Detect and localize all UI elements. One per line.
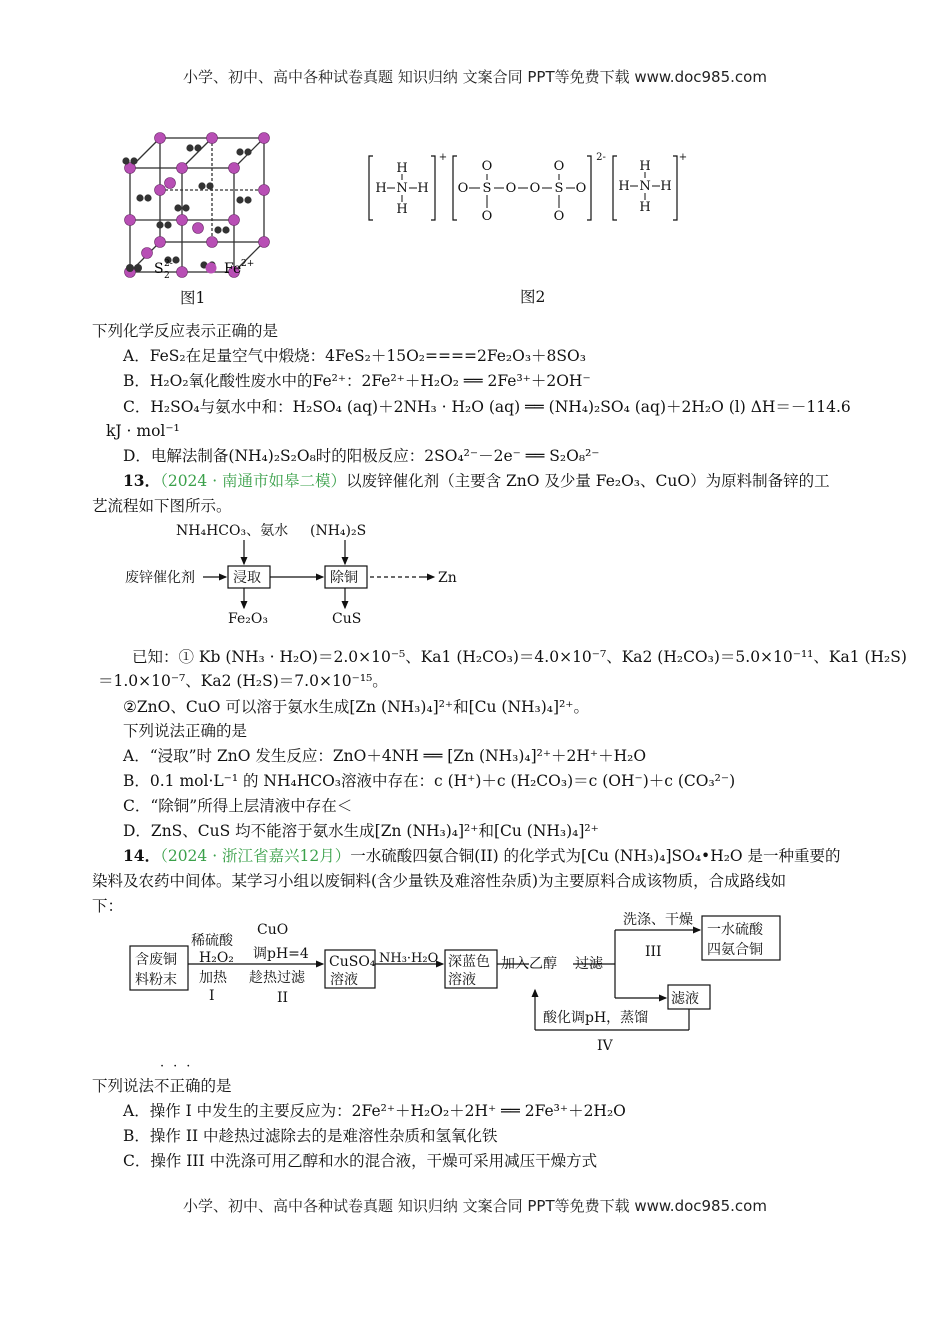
flow14-product-line1: 一水硫酸 [707,922,763,938]
flow13-step-1: 浸取 [233,570,261,586]
q14-number: 14． [123,846,161,865]
legend-fe-label: Fe [224,261,242,277]
flow14-step2-label: II [277,990,289,1006]
q12-option-d: D．电解法制备(NH₄)₂S₂O₈时的阳极反应：2SO₄²⁻－2e⁻ ══ S₂O₈²⁻ [123,447,600,465]
q14-stem-1 [123,845,841,867]
flow14-step1-h2o2: H₂O₂ [199,950,234,966]
nh4b-h-left: H [618,179,630,194]
q14-option-a: A．操作 I 中发生的主要反应为：2Fe²⁺＋H₂O₂＋2H⁺ ══ 2Fe³⁺＋2H₂O [123,1102,626,1120]
flow14-recycle: 酸化调pH，蒸馏 [543,1010,649,1026]
flow14-filtrate: 滤液 [671,991,699,1007]
flow13-start: 废锌催化剂 [125,570,195,586]
page-header: 小学、初中、高中各种试卷真题 知识归纳 文案合同 PPT等免费下载 www.doc985.com [183,68,767,86]
q13-source: （2024 · 南通市如皋二模） [160,472,347,490]
o-right-2: O [575,181,587,196]
o-top-2: O [553,159,565,174]
o-bottom-2: O [553,209,565,224]
q13-known-1: 已知：① Kb (NH₃ · H₂O)＝2.0×10⁻⁵、Ka1 (H₂CO₃)＝4.0×10⁻⁷、Ka2 (H₂CO₃)＝5.0×10⁻¹¹、Ka1 (H₂S) [132,648,907,666]
nh4-h-top: H [396,161,408,176]
q13-option-b: B．0.1 mol·L⁻¹ 的 NH₄HCO₃溶液中存在：c (H⁺)＋c (H₂CO₃)＝c (OH⁻)＋c (CO₃²⁻) [123,772,736,790]
flow14-step4-label: IV [597,1038,613,1054]
nh4-h-bottom: H [396,202,408,217]
nh4-charge: + [438,152,448,163]
s-1: S [482,181,492,196]
flow13-step-2: 除铜 [330,570,358,586]
page-footer: 小学、初中、高中各种试卷真题 知识归纳 文案合同 PPT等免费下载 www.doc985.com [183,1197,767,1215]
nh4-h-left: H [375,181,387,196]
flow13-input-2: (NH₄)₂S [310,523,367,539]
flow14-step1-heat: 加热 [199,970,227,986]
flow14-box1-line2: 料粉末 [135,972,177,988]
flow14-box1-line1: 含废铜 [135,952,177,968]
figure-2-caption: 图2 [520,288,546,306]
flow13-output-1: Fe₂O₃ [228,611,268,627]
q13-stem-3: 下列说法正确的是 [123,722,248,740]
q13-option-d: D．ZnS、CuS 均不能溶于氨水生成[Zn (NH₃)₄]²⁺和[Cu (NH₃)₄]²⁺ [123,822,599,840]
q14-stem-text: 一水硫酸四氨合铜(II) 的化学式为[Cu (NH₃)₄]SO₄•H₂O 是一种重要的 [350,847,841,865]
q14-stem-2: 染料及农药中间体。某学习小组以废铜料(含少量铁及难溶性杂质)为主要原料合成该物质，合成路线如 [92,872,787,890]
flow14-nh3: NH₃·H₂O [379,951,439,966]
flow14-filter: 过滤 [575,956,603,972]
nh4-h-right: H [417,181,429,196]
flow14-step1-label: I [209,988,215,1004]
flow13-input-1: NH₄HCO₃、氨水 [176,523,289,539]
flow14-wash: 洗涤、干燥 [623,912,693,928]
q13-flowchart [120,520,480,632]
nh4b-h-right: H [660,179,672,194]
o-bridge-2: O [529,181,541,196]
q12-option-c-unit: kJ · mol⁻¹ [106,422,180,440]
o-bridge-1: O [505,181,517,196]
q12-option-a: A．FeS₂在足量空气中煅烧：4FeS₂＋15O₂====2Fe₂O₃＋8SO₃ [123,347,586,365]
figure-1-legend [124,258,274,280]
nh4b-n: N [639,179,651,194]
flow14-box3-line2: 溶液 [448,972,476,988]
o-left-1: O [457,181,469,196]
flow14-step2-ph: 调pH=4 [253,946,309,962]
flow14-box2-line1: CuSO₄ [329,954,376,970]
flow14-product-line2: 四氨合铜 [707,942,763,958]
figure-2-structure [365,150,695,230]
flow13-output-2: CuS [332,611,362,627]
q13-number: 13． [123,471,161,490]
legend-s-label: S [154,261,164,277]
flow14-ethanol: 加入乙醇 [501,956,557,972]
q14-option-b: B．操作 II 中趁热过滤除去的是难溶性杂质和氢氧化铁 [123,1127,498,1145]
q13-option-c: C．“除铜”所得上层清液中存在＜ [123,797,353,815]
nh4-n: N [396,181,408,196]
q13-known-3: ②ZnO、CuO 可以溶于氨水生成[Zn (NH₃)₄]²⁺和[Cu (NH₃)₄]²⁺。 [123,698,589,716]
flow14-step3-label: III [645,944,662,960]
legend-s-sub: 2 [164,271,170,280]
q14-option-c: C．操作 III 中洗涤可用乙醇和水的混合液，干燥可采用减压干燥方式 [123,1152,598,1170]
q14-source: （2024 · 浙江省嘉兴12月） [160,847,351,865]
emphasis-dots: ··· [160,1059,200,1074]
flow14-step2-filter: 趁热过滤 [249,970,305,986]
nh4b-h-top: H [639,159,651,174]
legend-fe-sup: 2+ [241,259,255,269]
q13-option-a: A．“浸取”时 ZnO 发生反应：ZnO＋4NH ══ [Zn (NH₃)₄]²⁺＋2H⁺＋H₂O [123,747,647,765]
flow14-step2-cuo: CuO [257,922,289,938]
nh4b-h-bottom: H [639,200,651,215]
q14-stem-3: 下： [92,897,124,915]
figure-1-caption: 图1 [180,289,206,307]
persulfate-charge: 2- [596,152,606,163]
q14-stem-4: 下列说法不正确的是 [92,1077,232,1095]
s-2: S [554,181,564,196]
o-bottom-1: O [481,209,493,224]
q12-stem: 下列化学反应表示正确的是 [92,322,279,340]
flow14-box2-line2: 溶液 [330,972,358,988]
flow14-box3-line1: 深蓝色 [448,954,490,970]
q13-stem-text: 以废锌催化剂（主要含 ZnO 及少量 Fe₂O₃、CuO）为原料制备锌的工 [346,472,830,490]
flow13-end: Zn [438,570,457,586]
q13-known-2: ＝1.0×10⁻⁷、Ka2 (H₂S)＝7.0×10⁻¹⁵。 [98,672,388,690]
q14-flowchart [125,910,785,1058]
o-top-1: O [481,159,493,174]
q13-stem-2: 艺流程如下图所示。 [92,497,232,515]
q12-option-b: B．H₂O₂氧化酸性废水中的Fe²⁺：2Fe²⁺＋H₂O₂ ══ 2Fe³⁺＋2OH⁻ [123,372,591,390]
flow14-step1-reagent: 稀硫酸 [191,933,233,949]
legend-s-sup: 2- [164,259,173,269]
nh4b-charge: + [678,152,688,163]
q12-option-c: C．H₂SO₄与氨水中和：H₂SO₄ (aq)＋2NH₃ · H₂O (aq) ══ (NH₄)₂SO₄ (aq)＋2H₂O (l) ΔH＝－114.6 [123,398,851,416]
q13-stem-1 [123,470,830,492]
